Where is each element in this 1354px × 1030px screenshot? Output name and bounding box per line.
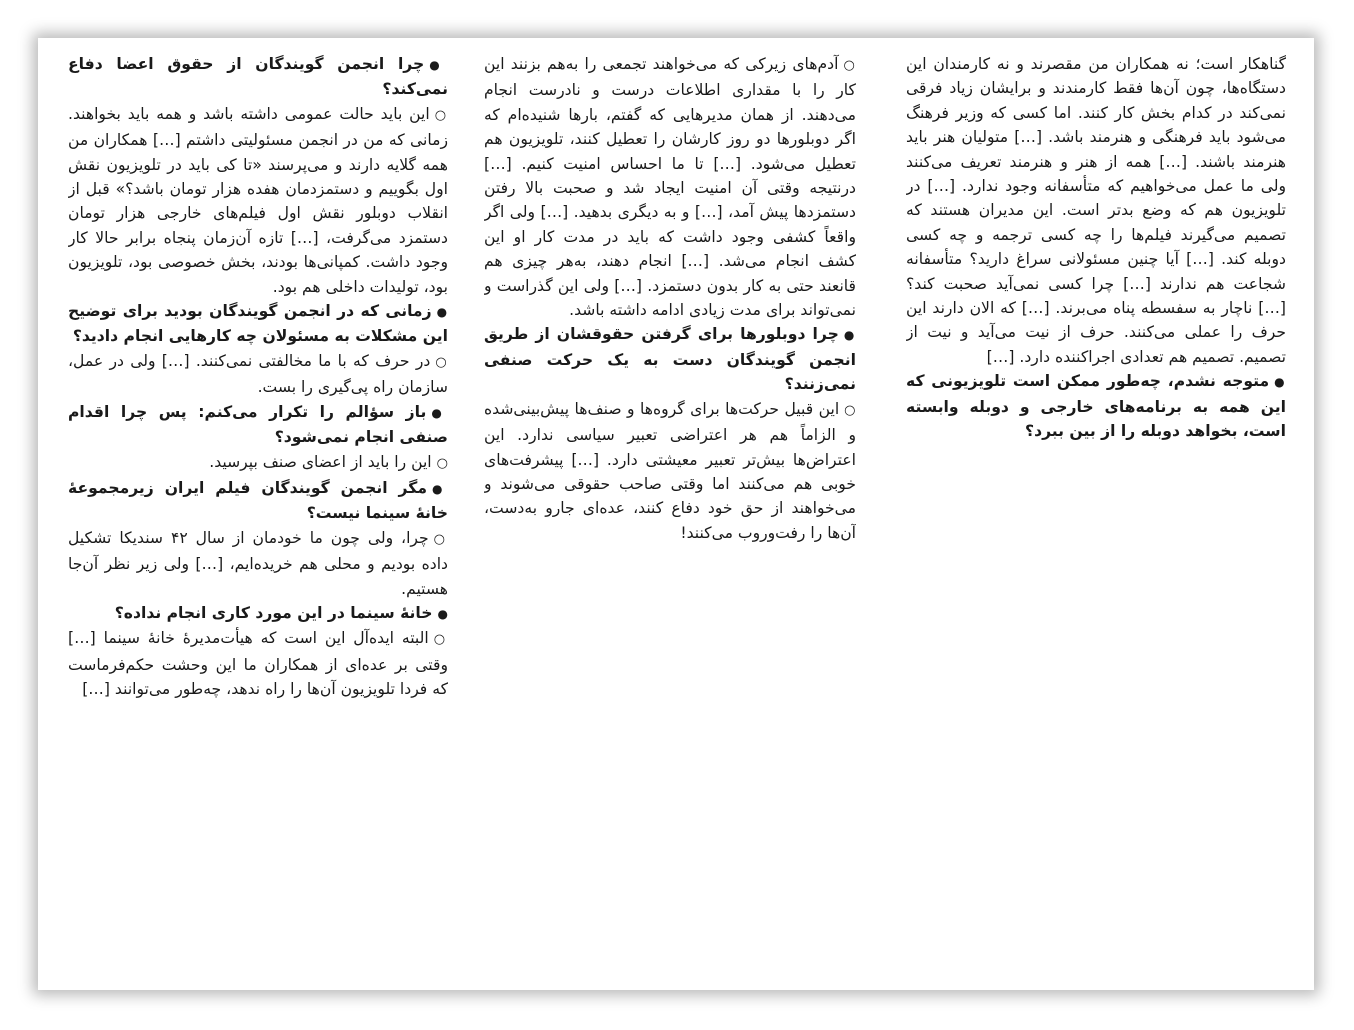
interview-answer: ○ این قبیل حرکت‌ها برای گروه‌ها و صنف‌ها پیش‌بینی‌شده و الزاماً هم هر اعتراضی تعبیر سیاسی ندارد. این اعتراض‌ها بیش‌تر تعبیر معیشتی دارد. […] پیشرفت‌های خوبی هم می‌کنند اما وقتی صاحب حقوقی می‌شوند و می‌خواهند از حق خود دفاع کنند، عده‌ای جارو به‌دست، آن‌ها را رفت‌وروب می‌کنند! <box>484 397 856 545</box>
interview-question: ● چرا انجمن گویندگان از حقوق اعضا دفاع نمی‌کند؟ <box>68 52 448 102</box>
interview-question: ● زمانی که در انجمن گویندگان بودید برای توضیح این مشکلات به مسئولان چه کارهایی انجام دادید؟ <box>68 299 448 349</box>
interview-answer: ○ چرا، ولی چون ما خودمان از سال ۴۲ سندیکا تشکیل داده بودیم و محلی هم خریده‌ایم، […] ولی زیر نظر آن‌جا هستیم. <box>68 526 448 601</box>
interview-question: ● چرا دوبلورها برای گرفتن حقوقشان از طریق انجمن گویندگان دست به یک حرکت صنفی نمی‌زنند؟ <box>484 322 856 396</box>
interview-answer: ○ آدم‌های زیرکی که می‌خواهند تجمعی را به‌هم بزنند این کار را با مقداری اطلاعات درست و نادرست انجام می‌دهند. از همان مدیرهایی که گفتم، بارها شنیده‌ام که اگر دوبلورها دو روز کارشان را تعطیل کنند، تلویزیون هم تعطیل می‌شود. […] تا ما احساس امنیت کنیم. […] درنتیجه وقتی آن امنیت ایجاد شد و صحبت بالا رفتن دستمزدها پیش آمد، […] و به دیگری بدهید. […] ولی اگر واقعاً کشفی وجود داشت که باید در مدت کار او این کشف انجام می‌شد. […] انجام دهند، به‌هر چیزی هم قانعند حتی به کار بدون دستمزد. […] ولی این گذراست و نمی‌تواند برای مدت زیادی ادامه داشته باشد. <box>484 52 856 322</box>
interview-answer: ○ این را باید از اعضای صنف بپرسید. <box>68 450 448 476</box>
interview-answer: ○ البته ایده‌آل این است که هیأت‌مدیرهٔ خانهٔ سینما […] وقتی بر عده‌ای از همکاران ما این وحشت حکم‌فرماست که فردا تلویزیون آن‌ها را راه ندهد، چه‌طور می‌توانند […] <box>68 626 448 701</box>
paragraph: گناهکار است؛ نه همکاران من مقصرند و نه کارمندان این دستگاه‌ها، چون آن‌ها فقط کارمندند و برایشان زیاد فرقی نمی‌کند در کدام بخش کار کنند. اما کسی که وزیر فرهنگ می‌شود باید فرهنگی و هنرمند باشد. […] متولیان هنر باید هنرمند باشند. […] همه از هنر و هنرمند تعریف می‌کنند ولی ما عمل می‌خواهیم که متأسفانه وجود ندارد. […] در تلویزیون هم که وضع بدتر است. این مدیران هستند که تصمیم می‌گیرند فیلم‌ها را چه کسی ترجمه و چه کسی دوبله کند. […] آیا چنین مسئولانی سراغ دارید؟ متأسفانه شجاعت هم ندارند […] چرا کسی نمی‌آید صحبت کند؟ […] ناچار به سفسطه پناه می‌برند. […] که الان دارند این حرف را عملی می‌کنند. حرف از نیت می‌آید و نیت از تصمیم. تصمیم هم تعدادی اجراکننده دارد. […] <box>906 55 1286 366</box>
interview-question: ● متوجه نشدم، چه‌طور ممکن است تلویزیونی که این همه به برنامه‌های خارجی و دوبله وابسته است، بخواهد دوبله را از بین ببرد؟ <box>906 369 1286 443</box>
interview-question: ● خانهٔ سینما در این مورد کاری انجام نداده؟ <box>68 601 448 626</box>
column-left <box>68 52 448 976</box>
interview-question: ● باز سؤالم را تکرار می‌کنم: پس چرا اقدام صنفی انجام نمی‌شود؟ <box>68 400 448 450</box>
interview-question: ● مگر انجمن گویندگان فیلم ایران زیرمجموعهٔ خانهٔ سینما نیست؟ <box>68 476 448 526</box>
interview-answer: ○ در حرف که با ما مخالفتی نمی‌کنند. […] ولی در عمل، سازمان راه پی‌گیری را بست. <box>68 349 448 400</box>
interview-answer: ○ این باید حالت عمومی داشته باشد و همه باید بخواهند. زمانی که من در انجمن مسئولیتی داشتم […] همکاران من همه گلایه دارند و می‌پرسند «تا کی باید در تلویزیون نقش اول بگوییم و دستمزدمان هفده هزار تومان باشد؟» قبل از انقلاب دوبلور نقش اول فیلم‌های خارجی هزار تومان دستمزد می‌گرفت، […] تازه آن‌زمان پنجاه برابر حالا کار وجود داشت. کمپانی‌ها بودند، بخش خصوصی بود، تلویزیون بود، تولیدات داخلی هم بود. <box>68 102 448 299</box>
article-page <box>38 38 1314 990</box>
column-right <box>906 52 1286 976</box>
column-middle <box>484 52 856 976</box>
